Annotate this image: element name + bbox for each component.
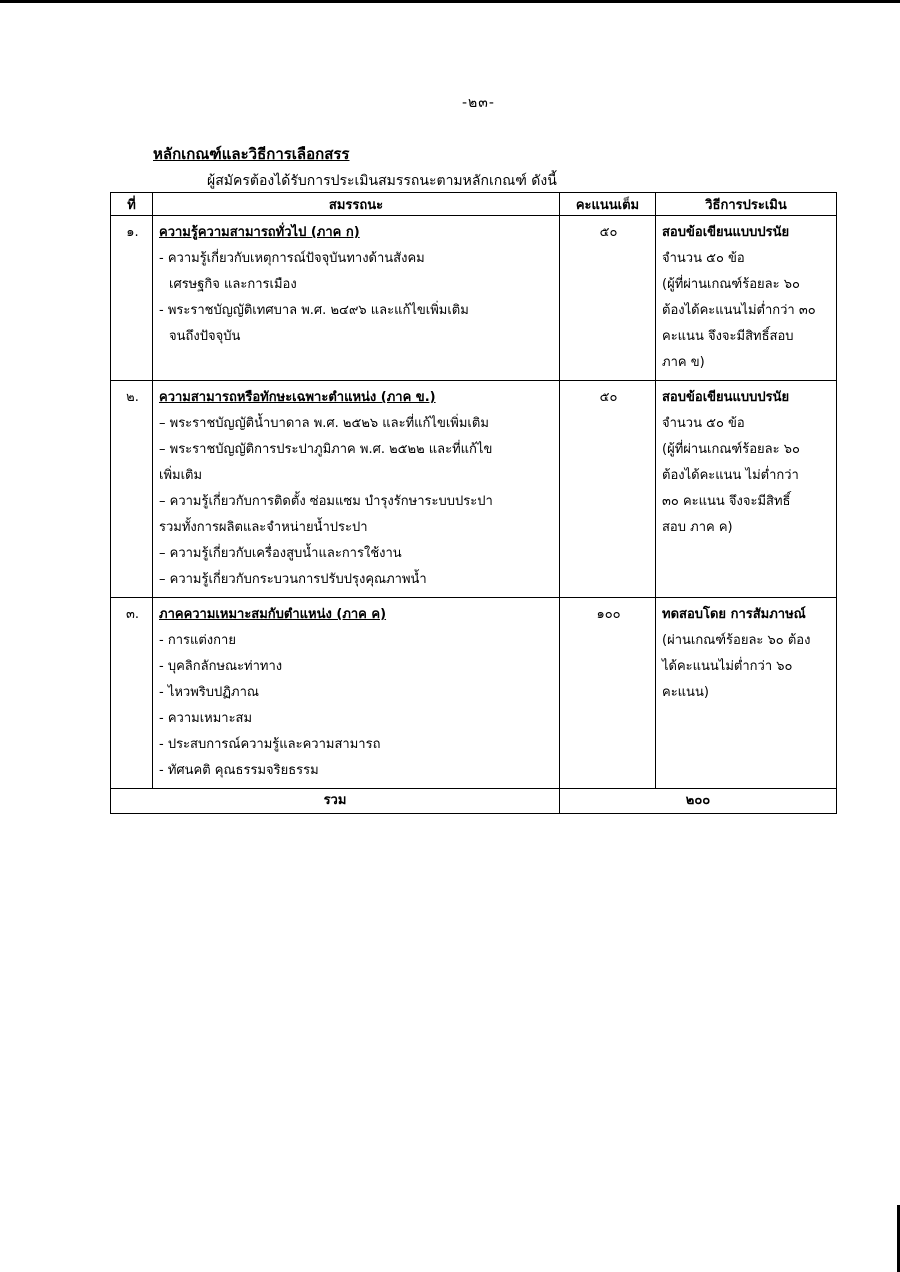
competency-item: – พระราชบัญญัติการประปาภูมิภาค พ.ศ. ๒๕๒๒ และที่แก้ไข xyxy=(159,442,493,457)
competency-cell xyxy=(153,598,560,789)
total-label: รวม xyxy=(111,789,560,814)
method-title: สอบข้อเขียนแบบปรนัย xyxy=(662,390,790,405)
competency-item: - ไหวพริบปฏิภาณ xyxy=(159,685,259,700)
method-line: (ผ่านเกณฑ์ร้อยละ ๖๐ ต้อง xyxy=(662,633,811,648)
row-number: ๒. xyxy=(111,381,153,598)
criteria-table xyxy=(110,192,837,814)
competency-item: – ความรู้เกี่ยวกับเครื่องสูบน้ำและการใช้งาน xyxy=(159,546,402,561)
competency-item: - ทัศนคติ คุณธรรมจริยธรรม xyxy=(159,763,319,778)
method-title: ทดสอบโดย การสัมภาษณ์ xyxy=(662,607,806,622)
competency-item: - พระราชบัญญัติเทศบาล พ.ศ. ๒๔๙๖ และแก้ไขเพิ่มเติม xyxy=(159,303,469,318)
competency-cell xyxy=(153,381,560,598)
competency-item: - บุคลิกลักษณะท่าทาง xyxy=(159,659,283,674)
header-competency: สมรรถนะ xyxy=(153,193,560,216)
method-cell xyxy=(656,598,837,789)
competency-item: - ความรู้เกี่ยวกับเหตุการณ์ปัจจุบันทางด้านสังคม xyxy=(159,251,425,266)
total-score: ๒๐๐ xyxy=(560,789,837,814)
table-row xyxy=(111,381,837,598)
method-line: สอบ ภาค ค) xyxy=(662,520,733,535)
competency-item: – ความรู้เกี่ยวกับกระบวนการปรับปรุงคุณภาพน้ำ xyxy=(159,572,427,587)
section-title: หลักเกณฑ์และวิธีการเลือกสรร xyxy=(153,145,350,163)
full-score: ๕๐ xyxy=(560,216,656,381)
total-row xyxy=(111,789,837,814)
method-line: คะแนน) xyxy=(662,685,709,700)
method-cell xyxy=(656,381,837,598)
scan-top-edge xyxy=(0,0,900,3)
table-header-row xyxy=(111,193,837,216)
method-line: (ผู้ที่ผ่านเกณฑ์ร้อยละ ๖๐ xyxy=(662,277,800,292)
competency-item: – ความรู้เกี่ยวกับการติดตั้ง ซ่อมแซม บำรุงรักษาระบบประปา xyxy=(159,494,493,509)
method-line: จำนวน ๕๐ ข้อ xyxy=(662,251,745,266)
method-line: ๓๐ คะแนน จึงจะมีสิทธิ์ xyxy=(662,494,791,509)
competency-item: รวมทั้งการผลิตและจำหน่ายน้ำประปา xyxy=(159,520,368,535)
intro-text: ผู้สมัครต้องได้รับการประเมินสมรรถนะตามหลักเกณฑ์ ดังนี้ xyxy=(207,173,557,189)
method-title: สอบข้อเขียนแบบปรนัย xyxy=(662,225,790,240)
method-line: (ผู้ที่ผ่านเกณฑ์ร้อยละ ๖๐ xyxy=(662,442,800,457)
header-method: วิธีการประเมิน xyxy=(656,193,837,216)
method-cell xyxy=(656,216,837,381)
competency-cell xyxy=(153,216,560,381)
competency-item: เพิ่มเติม xyxy=(159,468,203,483)
method-line: คะแนน จึงจะมีสิทธิ์สอบ xyxy=(662,329,794,344)
competency-item: – พระราชบัญญัติน้ำบาดาล พ.ศ. ๒๕๒๖ และที่แก้ไขเพิ่มเติม xyxy=(159,416,489,431)
table-row xyxy=(111,598,837,789)
method-line: ภาค ข) xyxy=(662,355,705,370)
method-line: ต้องได้คะแนนไม่ต่ำกว่า ๓๐ xyxy=(662,303,816,318)
competency-item: เศรษฐกิจ และการเมือง xyxy=(169,277,297,292)
header-full-score: คะแนนเต็ม xyxy=(560,193,656,216)
full-score: ๕๐ xyxy=(560,381,656,598)
competency-item: - ความเหมาะสม xyxy=(159,711,253,726)
competency-title: ภาคความเหมาะสมกับตำแหน่ง (ภาค ค) xyxy=(159,607,387,622)
method-line: จำนวน ๕๐ ข้อ xyxy=(662,416,745,431)
header-number: ที่ xyxy=(111,193,153,216)
row-number: ๓. xyxy=(111,598,153,789)
page-number: -๒๓- xyxy=(462,95,495,111)
full-score: ๑๐๐ xyxy=(560,598,656,789)
competency-title: ความรู้ความสามารถทั่วไป (ภาค ก) xyxy=(159,225,360,240)
row-number: ๑. xyxy=(111,216,153,381)
method-line: ต้องได้คะแนน ไม่ต่ำกว่า xyxy=(662,468,799,483)
table-row xyxy=(111,216,837,381)
competency-title: ความสามารถหรือทักษะเฉพาะตำแหน่ง (ภาค ข.) xyxy=(159,390,436,405)
competency-item: - การแต่งกาย xyxy=(159,633,236,648)
competency-item: - ประสบการณ์ความรู้และความสามารถ xyxy=(159,737,381,752)
competency-item: จนถึงปัจจุบัน xyxy=(169,329,241,344)
method-line: ได้คะแนนไม่ต่ำกว่า ๖๐ xyxy=(662,659,793,674)
